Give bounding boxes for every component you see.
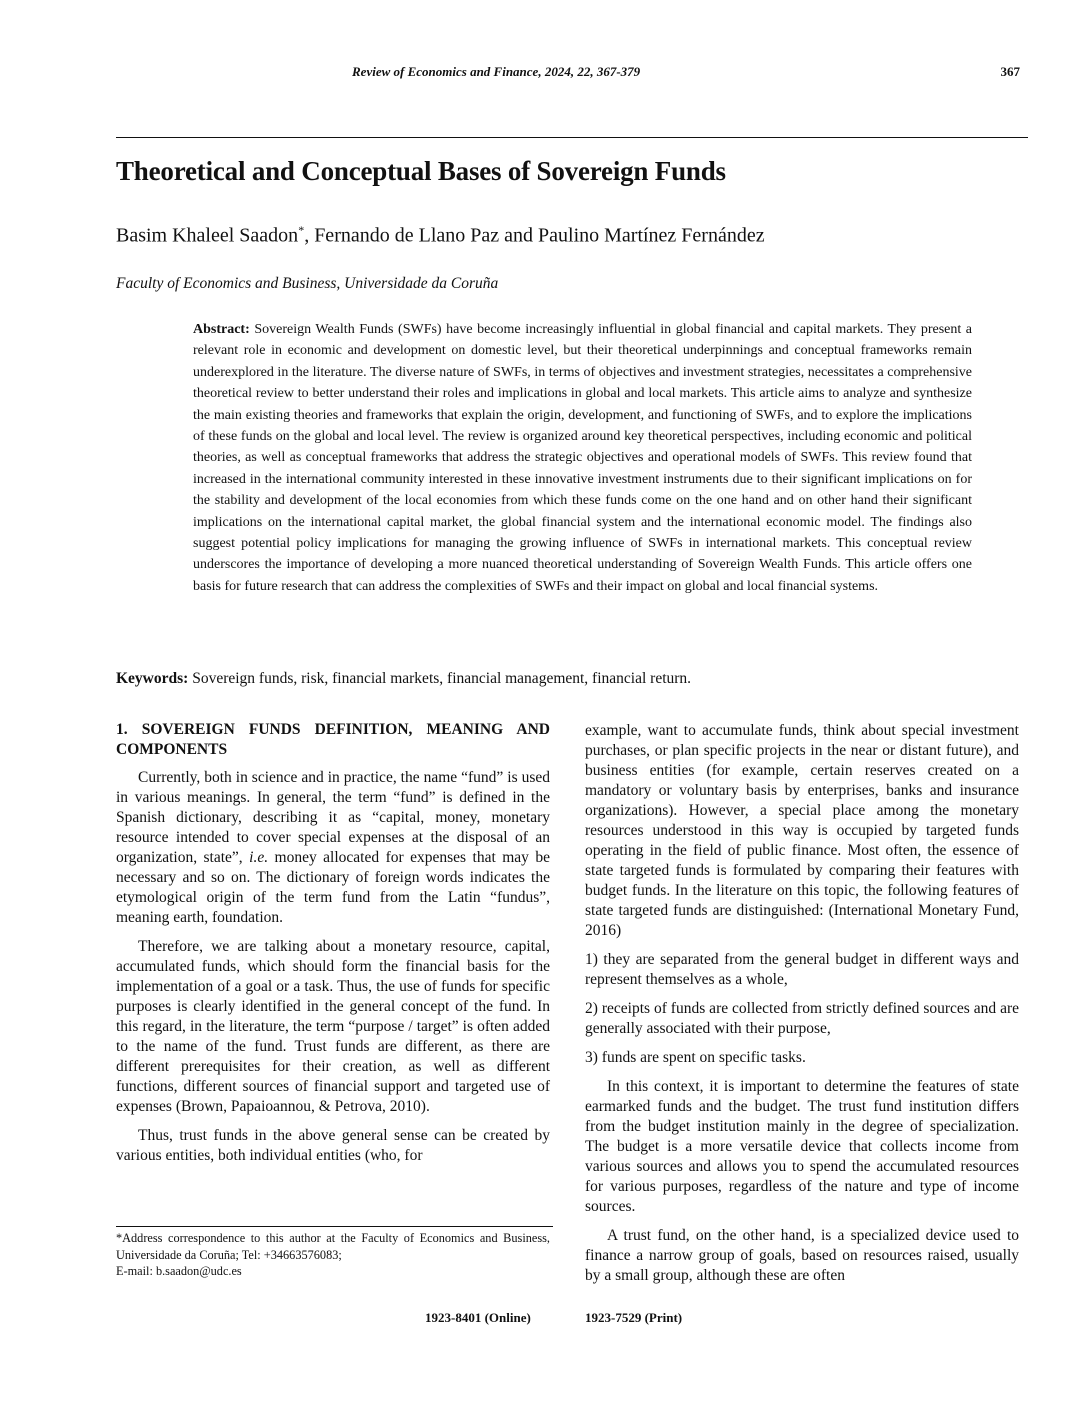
abstract-text: Sovereign Wealth Funds (SWFs) have become increasingly influential in global financial and capital markets. They present a relevant role in economic and development on domestic level, but their theoretical underpinnings and conceptual frameworks remain underexplored in the literature. The diverse nature of SWFs, in terms of objectives and investment strategies, necessitates a comprehensive theoretical review to better understand their roles and implications in global and local markets. This article aims to analyze and synthesize the main existing theories and frameworks that explain the origin, development, and functioning of SWFs, and to explore the implications of these funds on the global and local level. The review is organized around key theoretical perspectives, including economic and political theories, as well as conceptual frameworks that address the strategic objectives and operational models of SWFs. This review found that increased in the international community interested in these innovative investment instruments due to their significant implications on for the stability and development of the local economies from which these funds come on the one hand and on other hand their significant implications on the international capital market, the global financial system and the international economic model. The findings also suggest potential policy implications for managing the growing influence of SWFs in international markets. This conceptual review underscores the importance of developing a more nuanced theoretical understanding of Sovereign Wealth Funds. This article offers one basis for future research that can address the complexities of SWFs and their impact on global and local financial systems. [193,322,973,594]
body-paragraph [116,768,550,928]
section-heading: 1. SOVEREIGN FUNDS DEFINITION, MEANING AND COMPONENTS [116,721,550,758]
footnote-email: E-mail: b.saadon@udc.es [116,1264,242,1279]
italic-abbrev: i.e. [249,849,269,866]
author-others: , Fernando de Llano Paz and Paulino Martínez Fernández [304,224,765,247]
issn-print: 1923-7529 (Print) [585,1310,683,1325]
keywords [116,670,691,688]
paper-title: Theoretical and Conceptual Bases of Sovereign Funds [116,156,726,186]
affiliation: Faculty of Economics and Business, Universidade da Coruña [116,275,499,292]
body-paragraph: example, want to accumulate funds, think about special investment purchases, or plan specific projects in the near or distant future), and business entities (for example, certain reserves created on a mandatory or voluntary basis by enterprises, banks and insurance organizations). However, a special place among the monetary resources understood in this way is occupied by targeted funds operating in the field of public finance. Most often, the essence of state targeted funds is formulated by comparing their features with budget funds. In the literature on this topic, the following features of state targeted funds are distinguished: (International Monetary Fund, 2016) [585,722,1019,939]
body-paragraph: A trust fund, on the other hand, is a specialized device used to finance a narrow group of goals, based on resources raised, usually by a small group, although these are often [585,1227,1019,1284]
issn-online: 1923-8401 (Online) [425,1310,531,1325]
page-number: 367 [1000,64,1020,79]
abstract-label: Abstract: [193,322,250,337]
list-item: 3) funds are spent on specific tasks. [585,1049,806,1066]
footnote-rule [116,1226,553,1227]
body-paragraph: Thus, trust funds in the above general sense can be created by various entities, both individual entities (who, for [116,1127,550,1164]
list-item: 2) receipts of funds are collected from strictly defined sources and are generally associated with their purpose, [585,1000,1019,1037]
author-primary: Basim Khaleel Saadon [116,224,299,247]
keywords-label: Keywords: [116,670,189,687]
corresponding-author-mark: * [298,223,305,237]
left-column [116,720,550,1166]
header-rule [116,137,1028,138]
footnote-address: *Address correspondence to this author at the Faculty of Economics and Business, Universidade da Coruña; Tel: +34663576083; [116,1231,550,1262]
footnote [116,1230,550,1280]
body-paragraph: In this context, it is important to determine the features of state earmarked funds and the budget. The trust fund institution differs from the budget institution mainly in the degree of specialization. The budget is a more versatile device that collects income from various sources and allows you to spend the accumulated resources for various purposes, regardless of the nature and type of income sources. [585,1078,1019,1215]
body-paragraph: Therefore, we are talking about a monetary resource, capital, accumulated funds, which should form the financial basis for the implementation of a goal or a task. Thus, the use of funds for specific purposes is clearly identified in the general concept of the fund. In this regard, in the literature, the term “purpose / target” is often added to the name of the fund. Trust funds are different, as there are different prerequisites for their creation, as well as different functions, different sources of financial support and targeted use of expenses (Brown, Papaioannou, & Petrova, 2010). [116,938,550,1115]
author-list [116,223,765,248]
list-item: 1) they are separated from the general budget in different ways and represent themselves as a whole, [585,951,1019,988]
keywords-text: Sovereign funds, risk, financial markets, financial management, financial return. [188,670,692,687]
journal-citation: Review of Economics and Finance, 2024, 22, 367-379 [352,64,641,79]
paragraph-text: Currently, both in science and in practice, the name “fund” is used in various meanings. In general, the term “fund” is defined in the Spanish dictionary, describing it as “capital, money, monetary resource intended to cover special expenses at the disposal of an organization, state”, [116,769,550,866]
abstract [193,319,972,597]
right-column [585,721,1019,1286]
paragraph-text: money allocated for expenses that may be necessary and so on. The dictionary of foreign words indicates the etymological origin of the term fund from the Latin “fundus”, meaning earth, foundation. [116,849,550,926]
